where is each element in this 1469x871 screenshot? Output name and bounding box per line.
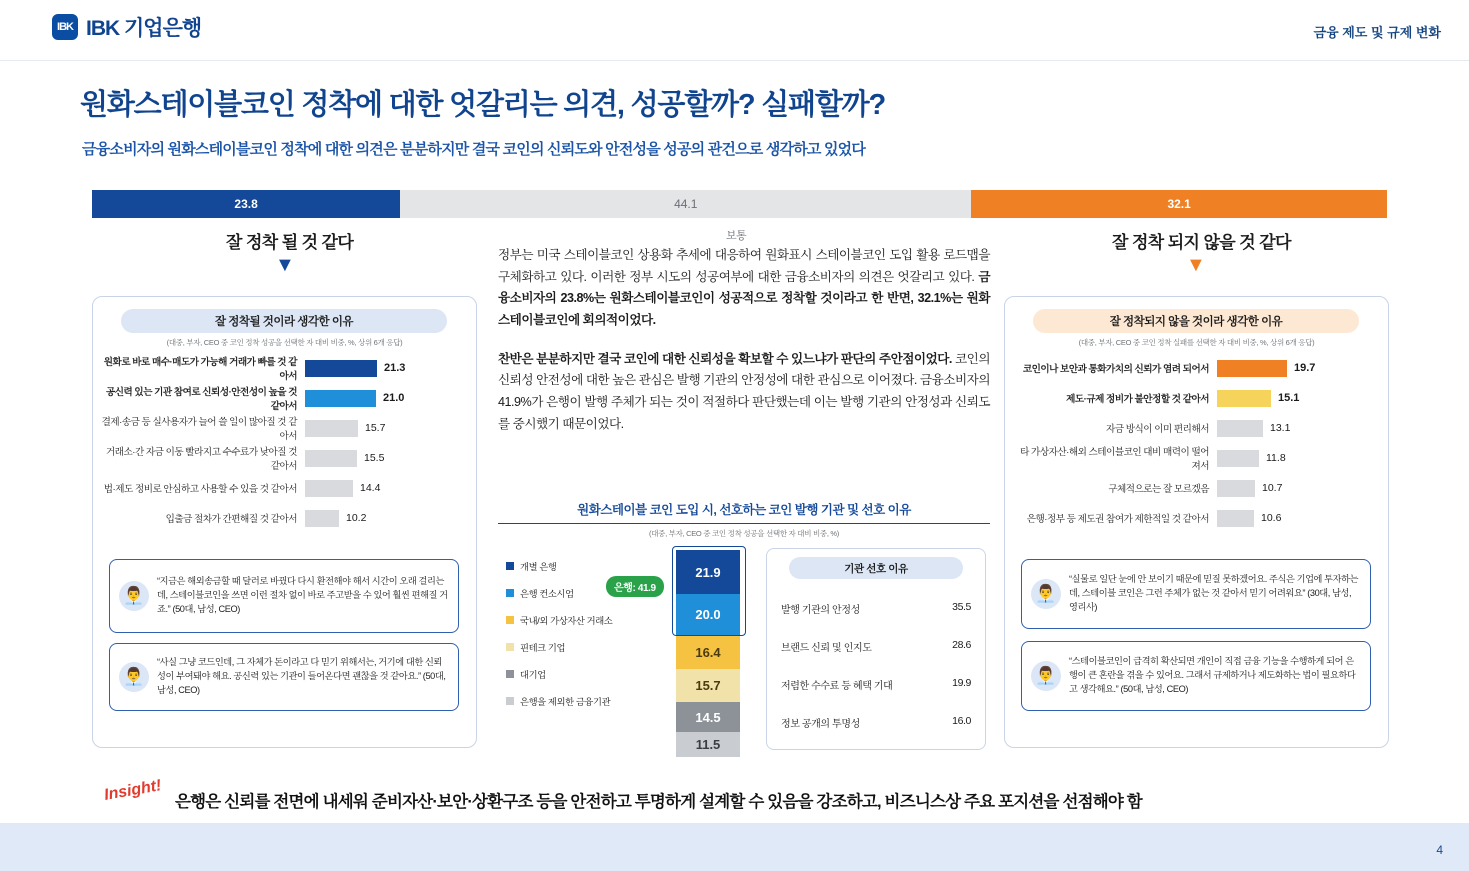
center-chart-title: 원화스테이블 코인 도입 시, 선호하는 코인 발행 기관 및 선호 이유 <box>498 500 990 524</box>
right-bar-label-5: 구체적으로는 잘 모르겠음 <box>1108 484 1209 495</box>
page-title: 원화스테이블코인 정착에 대한 엇갈리는 의견, 성공할까? 실패할까? <box>80 89 886 121</box>
reason-label-1: 발행 기관의 안정성 <box>781 605 860 616</box>
avatar-icon: 👨‍💼 <box>1031 661 1061 691</box>
left-bar-row-1 <box>101 357 406 382</box>
right-bar-fill-6 <box>1217 510 1254 527</box>
right-bar-label-6: 은행·정부 등 제도권 참여가 제한적일 것 같아서 <box>1026 514 1209 525</box>
left-bar-fill-5 <box>305 480 353 497</box>
institution-reason-box <box>766 548 986 750</box>
legend-item-1 <box>506 552 658 579</box>
left-bar-label-2: 공신력 있는 기관 참여로 신뢰성·안전성이 높을 것 같아서 <box>105 387 297 412</box>
left-bar-value-1: 21.3 <box>384 362 406 374</box>
legend-swatch-icon <box>506 643 514 651</box>
insight-tag: Insight! <box>102 777 163 804</box>
reason-row-2 <box>781 639 971 654</box>
right-panel-note: (대중, 부자, CEO 중 코인 정착 실패를 선택한 자 대비 비중, %, 상위 6개 응답) <box>1078 338 1315 347</box>
stack-segment-5: 14.5 <box>676 702 740 732</box>
stack-segment-4: 15.7 <box>676 669 740 702</box>
reason-value-4: 16.0 <box>952 715 971 727</box>
left-bar-label-3: 결제·송금 등 실사용자가 늘어 쓸 일이 많아질 것 같아서 <box>101 417 297 442</box>
right-bar-row-5 <box>1013 479 1282 497</box>
avatar-icon: 👨‍💼 <box>1031 579 1061 609</box>
header-section-label: 금융 제도 및 규제 변화 <box>1313 25 1441 40</box>
page-number: 4 <box>1436 843 1443 857</box>
legend-label-1: 개별 은행 <box>520 561 557 572</box>
right-bar-row-6 <box>1013 509 1281 527</box>
ratio-label-negative: 잘 정착 되지 않을 것 같다 <box>1112 233 1291 252</box>
legend-swatch-icon <box>506 589 514 597</box>
left-quote-1 <box>109 559 459 633</box>
right-bar-row-1 <box>1013 359 1315 377</box>
right-bar-fill-4 <box>1217 450 1259 467</box>
reason-value-1: 35.5 <box>952 601 971 613</box>
right-bar-fill-5 <box>1217 480 1255 497</box>
stack-segment-6: 11.5 <box>676 732 740 757</box>
paragraph-1-plain: 정부는 미국 스테이블코인 상용화 추세에 대응하여 원화표시 스테이블코인 도입 활용 로드맵을 구체화하고 있다. 이러한 정부 시도의 성공여부에 대한 금융소비자의 의견은 엇갈리고 있다. <box>498 248 990 284</box>
logo <box>52 12 201 42</box>
legend-swatch-icon <box>506 562 514 570</box>
right-quote-1-text: “실물로 일단 눈에 안 보이기 때문에 믿질 못하겠어요. 주식은 기업에 투자하는데, 스테이블 코인은 그런 주체가 없는 것 같아서 믿기 어려워요” (30대, 남성, 영리사) <box>1069 574 1359 612</box>
right-quote-2 <box>1021 641 1371 711</box>
ratio-bar <box>92 190 1387 218</box>
reason-row-3 <box>781 677 971 692</box>
right-quote-2-text: “스테이블코인이 급격히 확산되면 개인이 직접 금융 기능을 수행하게 되어 은행이 큰 혼란을 겪을 수 있어요. 그래서 규제하거나 제도화하는 법이 필요하다고 생각해요.” (50대, 남성, CEO) <box>1069 656 1356 694</box>
ratio-segment-positive: 23.8 <box>92 190 400 218</box>
logo-text: IBK 기업은행 <box>86 17 202 40</box>
avatar-icon: 👨‍💼 <box>119 581 149 611</box>
reason-value-2: 28.6 <box>952 639 971 651</box>
left-bar-label-5: 법·제도 정비로 안심하고 사용할 수 있을 것 같아서 <box>103 484 297 495</box>
left-bar-value-3: 15.7 <box>365 422 386 434</box>
insight-text: 은행은 신뢰를 전면에 내세워 준비자산·보안·상환구조 등을 안전하고 투명하게 설계할 수 있음을 강조하고, 비즈니스상 주요 포지션을 선점해야 함 <box>175 793 1142 811</box>
right-bar-row-4 <box>1013 447 1286 472</box>
left-bar-row-2 <box>101 387 405 412</box>
right-panel-pill: 잘 정착되지 않을 것이라 생각한 이유 <box>1033 309 1359 333</box>
top-bar <box>0 0 1469 61</box>
right-bar-value-1: 19.7 <box>1294 362 1316 374</box>
right-bar-label-3: 자금 방식이 이미 편리해서 <box>1106 424 1209 435</box>
right-reason-panel <box>1004 296 1389 748</box>
right-bar-row-2 <box>1013 389 1299 407</box>
legend-item-4 <box>506 633 658 660</box>
ibk-logo-icon: IBK <box>52 14 78 40</box>
legend-item-5 <box>506 660 658 687</box>
right-bar-fill-3 <box>1217 420 1263 437</box>
ratio-segment-neutral: 44.1 <box>400 190 971 218</box>
right-bar-value-5: 10.7 <box>1262 482 1283 494</box>
reason-row-1 <box>781 601 971 616</box>
legend-swatch-icon <box>506 697 514 705</box>
left-bar-value-4: 15.5 <box>364 452 385 464</box>
bank-total-callout: 은행: 41.9 <box>606 576 664 597</box>
legend-label-4: 핀테크 기업 <box>520 642 566 653</box>
right-bar-label-4: 타 가상자산·해외 스테이블코인 대비 매력이 떨어져서 <box>1020 447 1209 472</box>
right-bar-value-2: 15.1 <box>1278 392 1300 404</box>
legend-label-6: 은행을 제외한 금융기관 <box>520 696 611 707</box>
left-quote-1-text: “지금은 해외송금할 때 달러로 바꿨다 다시 환전해야 해서 시간이 오래 걸리는데, 스테이블코인을 쓰면 이런 절차 없이 바로 주고받을 수 있어 훨씬 편해질 거죠.” (50대, 남성, CEO) <box>157 576 448 614</box>
stack-segment-3: 16.4 <box>676 635 740 669</box>
left-reason-panel <box>92 296 477 748</box>
ratio-segment-negative: 32.1 <box>971 190 1387 218</box>
legend-label-2: 은행 컨소시엄 <box>520 588 574 599</box>
paragraph-2-plain: 코인의 신뢰성 안전성에 대한 높은 관심은 발행 기관의 안정성에 대한 관심으로 이어졌다. 금융소비자의 41.9%가 은행이 발행 주체가 되는 것이 적절하다 판단했는데 이는 발행 기관의 안정성과 신뢰도를 중시했기 때문이었다. <box>498 351 990 431</box>
left-bar-row-6 <box>101 509 366 527</box>
left-bar-label-6: 입출금 절차가 간편해질 것 같아서 <box>165 514 297 525</box>
issuer-stacked-bar <box>676 550 740 757</box>
right-bar-label-2: 제도·규제 정비가 불안정할 것 같아서 <box>1066 394 1209 405</box>
left-bar-fill-2 <box>305 390 376 407</box>
avatar-icon: 👨‍💼 <box>119 662 149 692</box>
left-bar-value-6: 10.2 <box>346 512 367 524</box>
paragraph-2 <box>498 349 990 436</box>
legend-label-3: 국내/외 가상자산 거래소 <box>520 615 613 626</box>
stack-segment-1: 21.9 <box>676 550 740 594</box>
left-bar-fill-6 <box>305 510 339 527</box>
arrow-down-positive-icon: ▼ <box>275 254 295 276</box>
left-bar-value-2: 21.0 <box>383 392 405 404</box>
left-quote-2 <box>109 643 459 711</box>
reason-label-2: 브랜드 신뢰 및 인지도 <box>781 643 872 654</box>
left-bar-row-5 <box>101 479 380 497</box>
right-quote-1 <box>1021 559 1371 629</box>
paragraph-1-bold: 금융소비자의 23.8%는 원화스테이블코인이 성공적으로 정착할 것이라고 한 반면, 32.1%는 원화스테이블코인에 회의적이었다. <box>498 269 990 327</box>
reason-row-4 <box>781 715 971 730</box>
legend-item-6 <box>506 687 658 714</box>
legend-swatch-icon <box>506 616 514 624</box>
reason-value-3: 19.9 <box>952 677 971 689</box>
left-bar-fill-1 <box>305 360 377 377</box>
left-panel-pill: 잘 정착될 것이라 생각한 이유 <box>121 309 447 333</box>
left-bar-fill-3 <box>305 420 358 437</box>
left-bar-label-1: 원화로 바로 매수·매도가 가능해 거래가 빠를 것 같아서 <box>103 357 297 382</box>
ratio-label-positive: 잘 정착 될 것 같다 <box>226 233 354 252</box>
left-bar-fill-4 <box>305 450 357 467</box>
right-bar-value-4: 11.8 <box>1266 452 1286 464</box>
right-bar-fill-1 <box>1217 360 1287 377</box>
legend-label-5: 대기업 <box>520 669 546 680</box>
right-bar-label-1: 코인이나 보안과 통화가치의 신뢰가 염려 되어서 <box>1022 364 1209 375</box>
legend-swatch-icon <box>506 670 514 678</box>
issuer-preference-chart <box>498 500 990 762</box>
left-bar-row-3 <box>101 417 386 442</box>
footer-bar <box>0 823 1469 871</box>
right-bar-value-3: 13.1 <box>1270 422 1291 434</box>
left-quote-2-text: “사실 그냥 코드인데, 그 자체가 돈이라고 다 믿기 위해서는, 거기에 대한 신뢰성이 부여돼야 해요. 공신력 있는 기관이 들어온다면 괜찮을 것 같아요.” (50대, 남성, CEO) <box>157 657 446 695</box>
ratio-label-neutral: 보통 <box>726 230 747 242</box>
left-bar-label-4: 거래소·간 자금 이동 빨라지고 수수료가 낮아질 것 같아서 <box>105 447 297 472</box>
left-bar-row-4 <box>101 447 385 472</box>
arrow-down-negative-icon: ▼ <box>1186 254 1206 276</box>
reason-label-4: 정보 공개의 투명성 <box>781 719 860 730</box>
center-body-text <box>498 245 990 435</box>
right-bar-fill-2 <box>1217 390 1271 407</box>
paragraph-2-bold: 찬반은 분분하지만 결국 코인에 대한 신뢰성을 확보할 수 있느냐가 판단의 주안점이었다. <box>498 351 952 366</box>
stack-segment-2: 20.0 <box>676 594 740 635</box>
left-panel-note: (대중, 부자, CEO 중 코인 정착 성공을 선택한 자 대비 비중, %, 상위 6개 응답) <box>166 338 403 347</box>
right-bar-row-3 <box>1013 419 1290 437</box>
legend-item-3 <box>506 606 658 633</box>
left-bar-value-5: 14.4 <box>360 482 381 494</box>
reason-label-3: 저렴한 수수료 등 혜택 기대 <box>781 681 893 692</box>
right-bar-value-6: 10.6 <box>1261 512 1282 524</box>
institution-reason-pill: 기관 선호 이유 <box>789 557 963 579</box>
center-chart-note: (대중, 부자, CEO 중 코인 정착 성공을 선택한 자 대비 비중, %) <box>649 529 839 538</box>
page-subtitle: 금융소비자의 원화스테이블코인 정착에 대한 의견은 분분하지만 결국 코인의 신뢰도와 안전성을 성공의 관건으로 생각하고 있었다 <box>82 141 866 158</box>
